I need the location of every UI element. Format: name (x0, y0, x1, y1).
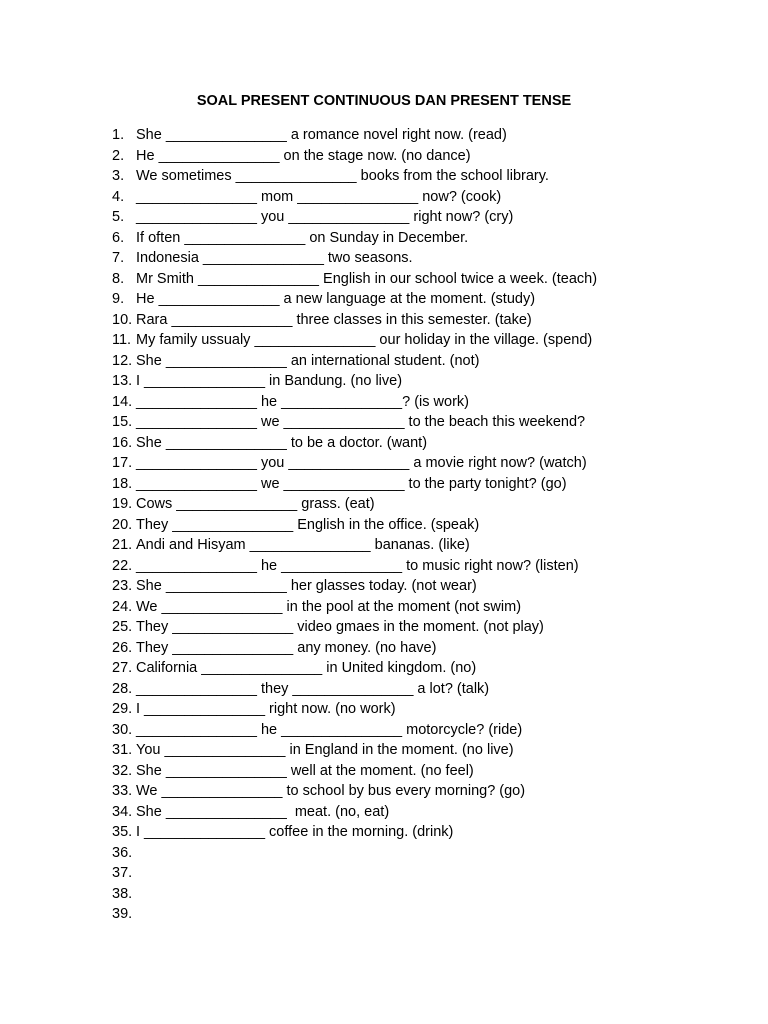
question-item (0, 412, 768, 433)
question-item (0, 863, 768, 884)
question-item (0, 904, 768, 925)
question-number: 9. (112, 291, 125, 307)
question-item (0, 781, 768, 802)
question-number: 35. (112, 824, 133, 840)
question-number: 32. (112, 762, 133, 779)
question-number: 19. (112, 496, 133, 512)
question-text: Cows _______________ grass. (eat) (136, 496, 375, 512)
question-item (0, 576, 768, 597)
question-number: 30. (112, 721, 133, 738)
question-number: 36. (112, 844, 133, 861)
page-title: SOAL PRESENT CONTINUOUS DAN PRESENT TENSE (196, 93, 572, 109)
question-number: 1. (112, 127, 125, 143)
question-text: _______________ he _______________? (is work) (136, 393, 469, 410)
question-text: You _______________ in England in the moment. (no live) (136, 742, 514, 758)
question-item (0, 248, 768, 269)
question-item (0, 187, 768, 208)
question-text: She _______________ an international student. (not) (136, 352, 480, 369)
question-number: 39. (112, 906, 133, 922)
question-text: _______________ they _______________ a lot? (talk) (136, 680, 490, 697)
question-item (0, 392, 768, 413)
question-number: 3. (112, 168, 125, 184)
question-number: 28. (112, 680, 133, 697)
question-number: 12. (112, 352, 133, 369)
question-item (0, 843, 768, 864)
question-text: She _______________ well at the moment. (no feel) (136, 762, 474, 779)
question-item (0, 515, 768, 536)
question-text: We sometimes _______________ books from the school library. (136, 168, 549, 184)
question-item (0, 617, 768, 638)
question-item (0, 474, 768, 495)
question-item (0, 556, 768, 577)
question-item (0, 207, 768, 228)
question-number: 24. (112, 598, 133, 615)
question-text: We _______________ in the pool at the moment (not swim) (136, 598, 522, 615)
question-number: 10. (112, 311, 133, 328)
question-text: She _______________ meat. (no, eat) (136, 803, 390, 820)
question-text: I _______________ coffee in the morning. (drink) (136, 824, 454, 840)
question-text: He _______________ a new language at the moment. (study) (136, 291, 536, 307)
question-item (0, 289, 768, 310)
question-item (0, 351, 768, 372)
question-item (0, 310, 768, 331)
question-text: _______________ you _______________ right now? (cry) (136, 209, 514, 225)
question-number: 2. (112, 147, 125, 164)
question-number: 29. (112, 701, 133, 717)
question-number: 22. (112, 557, 133, 574)
question-number: 25. (112, 619, 133, 635)
question-item (0, 699, 768, 720)
question-item (0, 269, 768, 290)
question-number: 38. (112, 885, 133, 902)
question-number: 16. (112, 434, 133, 451)
question-list (0, 125, 768, 925)
question-number: 15. (112, 414, 133, 430)
question-text: My family ussualy _______________ our holiday in the village. (spend) (136, 332, 593, 348)
question-number: 8. (112, 270, 125, 287)
question-text: _______________ we _______________ to the party tonight? (go) (136, 475, 567, 492)
question-number: 33. (112, 783, 133, 799)
question-text: I _______________ in Bandung. (no live) (136, 373, 403, 389)
question-item (0, 720, 768, 741)
question-text: _______________ he _______________ to music right now? (listen) (136, 557, 579, 574)
question-number: 31. (112, 742, 133, 758)
question-number: 27. (112, 660, 133, 676)
question-item (0, 228, 768, 249)
question-text: They _______________ video gmaes in the moment. (not play) (136, 619, 544, 635)
question-item (0, 146, 768, 167)
question-item (0, 371, 768, 392)
question-number: 34. (112, 803, 133, 820)
question-text: Mr Smith _______________ English in our school twice a week. (teach) (136, 270, 598, 287)
question-item (0, 166, 768, 187)
question-item (0, 679, 768, 700)
question-text: She _______________ a romance novel right now. (read) (136, 127, 507, 143)
question-number: 11. (112, 332, 132, 348)
question-item (0, 884, 768, 905)
question-number: 14. (112, 393, 133, 410)
question-item (0, 494, 768, 515)
question-item (0, 740, 768, 761)
question-text: They _______________ any money. (no have) (136, 639, 437, 656)
question-item (0, 822, 768, 843)
question-text: If often _______________ on Sunday in December. (136, 229, 469, 246)
question-number: 4. (112, 188, 125, 205)
question-text: _______________ you _______________ a movie right now? (watch) (136, 455, 587, 471)
question-number: 6. (112, 229, 125, 246)
question-text: She _______________ to be a doctor. (want) (136, 434, 428, 451)
question-number: 7. (112, 250, 125, 266)
question-text: Rara _______________ three classes in this semester. (take) (136, 311, 532, 328)
question-item (0, 330, 768, 351)
question-number: 21. (112, 537, 133, 553)
question-item (0, 802, 768, 823)
question-item (0, 453, 768, 474)
question-text: He _______________ on the stage now. (no dance) (136, 147, 471, 164)
question-number: 20. (112, 516, 133, 533)
question-item (0, 125, 768, 146)
question-item (0, 761, 768, 782)
question-item (0, 433, 768, 454)
question-number: 23. (112, 578, 133, 594)
question-text: We _______________ to school by bus every morning? (go) (136, 783, 526, 799)
question-text: _______________ we _______________ to the beach this weekend? (136, 414, 586, 430)
question-number: 37. (112, 865, 133, 881)
question-number: 5. (112, 209, 125, 225)
question-number: 26. (112, 639, 133, 656)
question-text: California _______________ in United kingdom. (no) (136, 660, 477, 676)
question-text: I _______________ right now. (no work) (136, 701, 396, 717)
question-item (0, 638, 768, 659)
question-number: 13. (112, 373, 133, 389)
question-item (0, 658, 768, 679)
question-number: 17. (112, 455, 133, 471)
question-text: They _______________ English in the office. (speak) (136, 516, 480, 533)
question-text: _______________ mom _______________ now? (cook) (136, 188, 502, 205)
question-text: She _______________ her glasses today. (not wear) (136, 578, 477, 594)
question-text: _______________ he _______________ motorcycle? (ride) (136, 721, 523, 738)
question-text: Andi and Hisyam _______________ bananas. (like) (136, 537, 470, 553)
question-number: 18. (112, 475, 133, 492)
question-item (0, 535, 768, 556)
question-text: Indonesia _______________ two seasons. (136, 250, 413, 266)
question-item (0, 597, 768, 618)
